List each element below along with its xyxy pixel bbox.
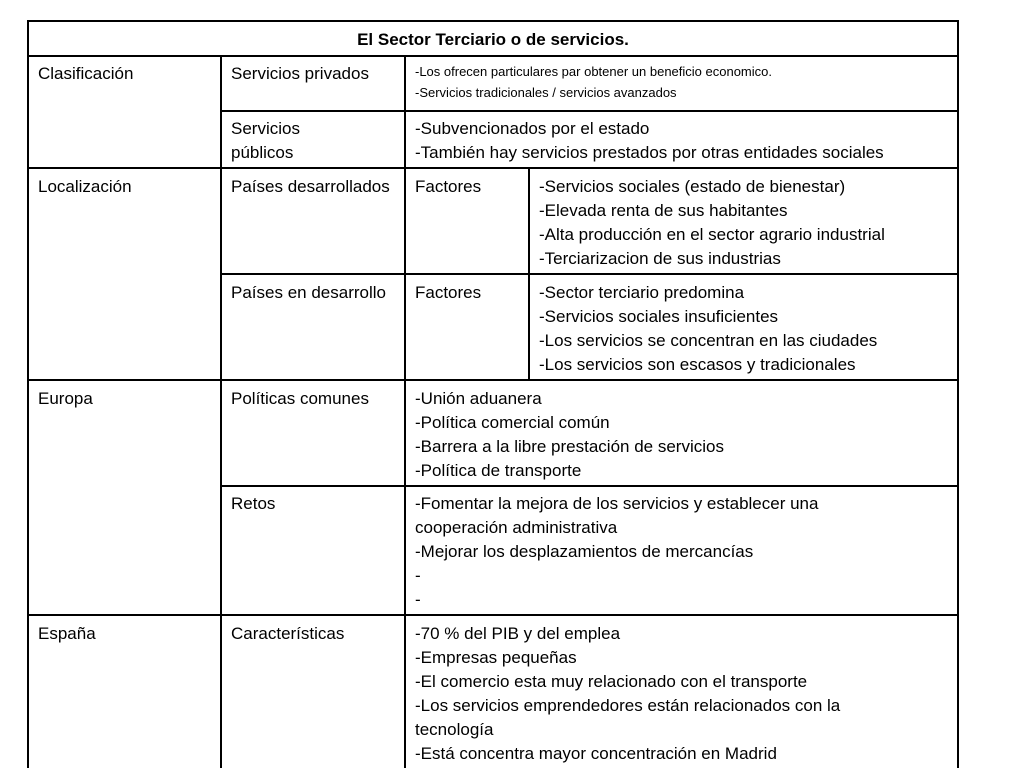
list-item: -El comercio esta muy relacionado con el transporte	[415, 672, 808, 691]
subcategory-paises-en-desarrollo: Países en desarrollo	[231, 283, 386, 302]
list-item: -Servicios sociales insuficientes	[539, 307, 779, 326]
rule-localizacion-split	[220, 273, 959, 275]
caracteristicas-list	[415, 622, 840, 766]
list-item: -Está concentra mayor concentración en Madrid	[415, 744, 777, 763]
label-line: Servicios	[231, 119, 300, 138]
detail-line: -Subvencionados por el estado	[415, 119, 650, 138]
politicas-comunes-list	[415, 387, 724, 483]
list-item: -	[415, 566, 421, 585]
list-item: -Mejorar los desplazamientos de mercancías	[415, 542, 754, 561]
factores-label: Factores	[415, 177, 482, 196]
subcategory-servicios-publicos	[231, 117, 300, 165]
detail-line: -Los ofrecen particulares par obtener un beneficio economico.	[415, 64, 772, 79]
servicios-publicos-details	[415, 117, 884, 165]
list-item: -	[415, 590, 421, 609]
list-item: -Servicios sociales (estado de bienestar)	[539, 177, 846, 196]
list-item: -Los servicios emprendedores están relacionados con la	[415, 696, 841, 715]
list-item: -Alta producción en el sector agrario industrial	[539, 225, 885, 244]
list-item: -70 % del PIB y del emplea	[415, 624, 621, 643]
subcategory-politicas-comunes: Políticas comunes	[231, 389, 369, 408]
detail-line: -Servicios tradicionales / servicios avanzados	[415, 85, 677, 100]
rule-left	[27, 20, 29, 768]
list-item: -Unión aduanera	[415, 389, 542, 408]
rule-right	[957, 20, 959, 768]
list-item: -Empresas pequeñas	[415, 648, 577, 667]
rule-top	[27, 20, 959, 22]
rule-col1	[220, 55, 222, 768]
list-item: -Los servicios se concentran en las ciudades	[539, 331, 878, 350]
desarrollados-factores-list	[539, 175, 885, 271]
list-item: -Elevada renta de sus habitantes	[539, 201, 788, 220]
rule-under-localizacion	[27, 379, 959, 381]
rule-clasificacion-split	[220, 110, 959, 112]
rule-under-title	[27, 55, 959, 57]
category-localizacion: Localización	[38, 177, 132, 196]
list-item: tecnología	[415, 720, 494, 739]
category-clasificacion: Clasificación	[38, 64, 134, 83]
list-item: -Barrera a la libre prestación de servicios	[415, 437, 724, 456]
subcategory-retos: Retos	[231, 494, 276, 513]
list-item: -Política de transporte	[415, 461, 582, 480]
rule-factores-col	[528, 167, 530, 379]
list-item: -Terciarizacion de sus industrias	[539, 249, 781, 268]
factores-label: Factores	[415, 283, 482, 302]
subcategory-caracteristicas: Características	[231, 624, 345, 643]
list-item: -Fomentar la mejora de los servicios y establecer una	[415, 494, 819, 513]
rule-europa-split	[220, 485, 959, 487]
list-item: cooperación administrativa	[415, 518, 618, 537]
subcategory-paises-desarrollados: Países desarrollados	[231, 177, 390, 196]
en-desarrollo-factores-list	[539, 281, 877, 377]
rule-col2	[404, 55, 406, 768]
servicios-privados-details	[415, 61, 772, 103]
table-title: El Sector Terciario o de servicios.	[357, 30, 629, 49]
detail-line: -También hay servicios prestados por otras entidades sociales	[415, 143, 884, 162]
category-espana: España	[38, 624, 96, 643]
rule-under-clasificacion	[27, 167, 959, 169]
rule-under-europa	[27, 614, 959, 616]
list-item: -Sector terciario predomina	[539, 283, 745, 302]
label-line: públicos	[231, 143, 294, 162]
list-item: -Los servicios son escasos y tradicionales	[539, 355, 856, 374]
list-item: -Política comercial común	[415, 413, 610, 432]
retos-list	[415, 492, 818, 612]
subcategory-servicios-privados: Servicios privados	[231, 64, 369, 83]
category-europa: Europa	[38, 389, 93, 408]
